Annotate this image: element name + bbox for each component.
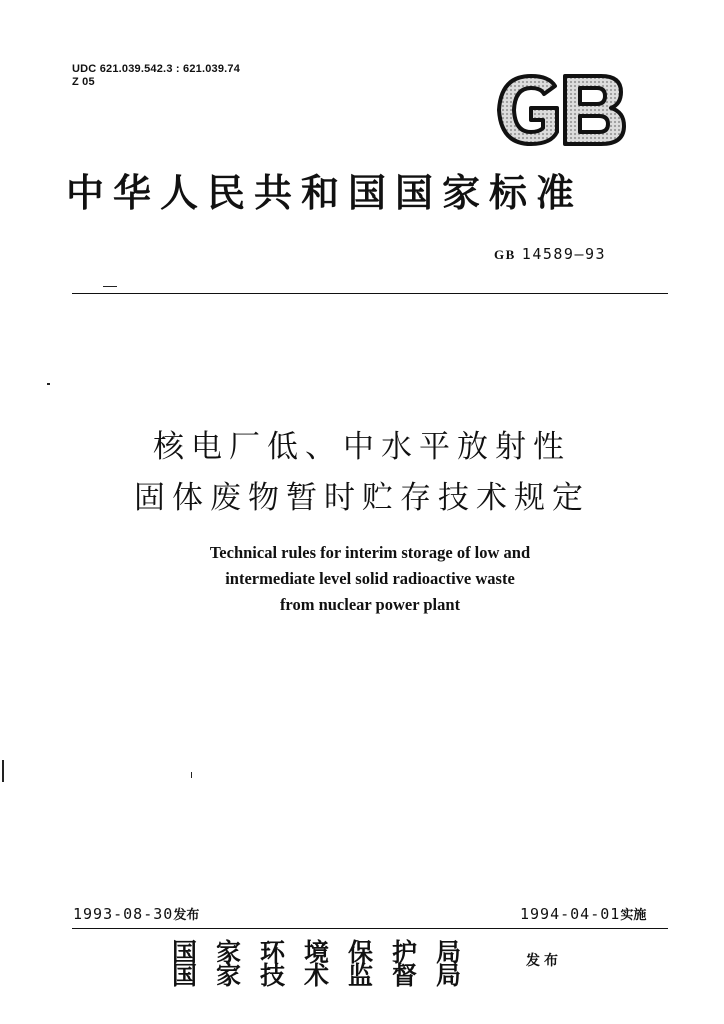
udc-code: UDC 621.039.542.3 : 621.039.74: [72, 63, 241, 75]
category-code: Z 05: [72, 76, 95, 88]
english-title-line-1: Technical rules for interim storage of low and: [209, 543, 531, 562]
issue-date: [73, 904, 199, 923]
scan-speck: [47, 383, 50, 385]
header-divider: [72, 293, 668, 294]
chinese-title-line-1: 核电厂低、中水平放射性: [153, 429, 571, 465]
footer-divider: [72, 928, 668, 929]
implementation-label: 实施: [620, 908, 647, 923]
standard-number: [494, 245, 606, 263]
english-title-line-3: from nuclear power plant: [279, 595, 461, 614]
implementation-date-value: 1994-04-01: [520, 905, 621, 923]
standard-code: 14589—93: [521, 245, 607, 263]
issue-date-value: 1993-08-30: [73, 905, 174, 923]
gb-logo-icon: [493, 72, 628, 148]
udc-classification: [72, 63, 240, 89]
issue-label: 发布: [173, 908, 200, 923]
publish-label: 发布: [526, 953, 562, 969]
scan-speck: [191, 772, 192, 778]
issuer-line-2: 国家技术监督局: [172, 961, 481, 990]
chinese-title-line-2: 固体废物暂时贮存技术规定: [134, 480, 590, 516]
implementation-date: [520, 904, 646, 923]
standard-prefix: GB: [494, 247, 516, 262]
scan-speck: [103, 286, 117, 287]
english-title-line-2: intermediate level solid radioactive waste: [225, 569, 515, 588]
standard-category-heading: 中华人民共和国国家标准: [66, 170, 584, 215]
scan-speck: [2, 760, 4, 782]
issuer-line-1: 国家环境保护局: [172, 938, 481, 967]
